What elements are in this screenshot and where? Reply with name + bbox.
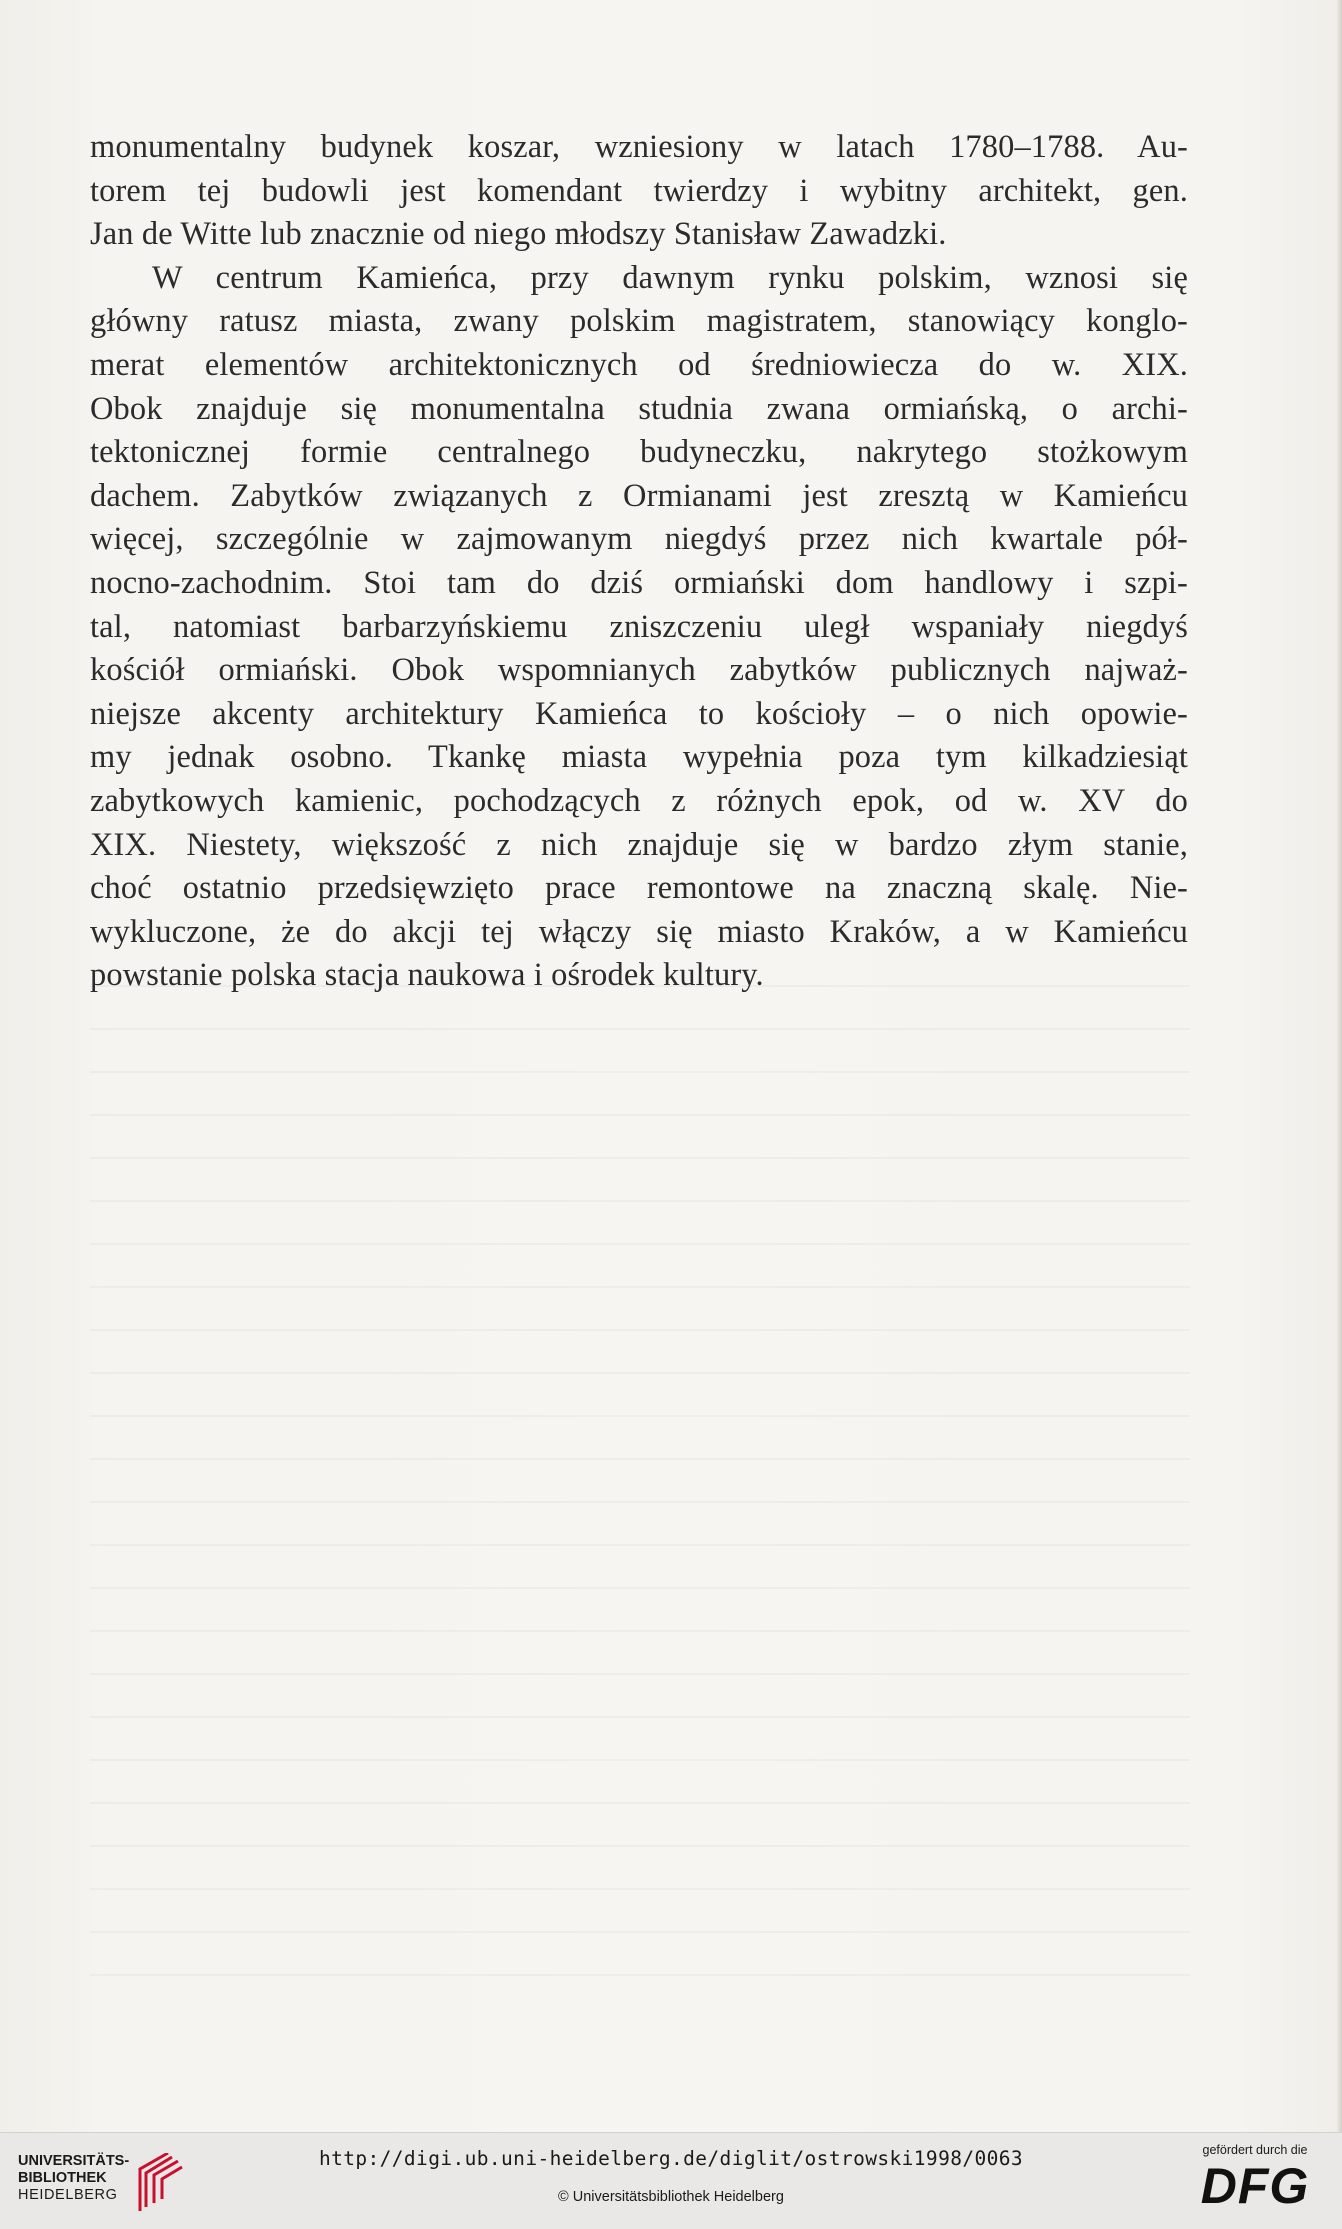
page-edge-shadow	[1336, 0, 1342, 2132]
text-line: XIX. Niestety, większość z nich znajduje się w bardzo złym stanie,	[90, 826, 1188, 863]
text-line: W centrum Kamieńca, przy dawnym rynku polskim, wznosi się	[152, 259, 1188, 296]
library-name-line1: UNIVERSITÄTS-	[18, 2153, 130, 2169]
text-line: niejsze akcenty architektury Kamieńca to kościoły – o nich opowie-	[90, 695, 1188, 732]
text-line: powstanie polska stacja naukowa i ośrodek kultury.	[90, 957, 764, 994]
text-line: Jan de Witte lub znacznie od niego młodszy Stanisław Zawadzki.	[90, 216, 947, 253]
bleed-through-texture	[90, 955, 1190, 1995]
body-text	[90, 126, 1188, 998]
text-line: tektonicznej formie centralnego budyneczku, nakrytego stożkowym	[90, 434, 1188, 471]
text-line: my jednak osobno. Tkankę miasta wypełnia poza tym kilkadziesiąt	[90, 739, 1188, 776]
text-line: wykluczone, że do akcji tej włączy się miasto Kraków, a w Kamieńcu	[90, 913, 1188, 950]
text-line: torem tej budowli jest komendant twierdzy i wybitny architekt, gen.	[90, 172, 1188, 209]
text-line: zabytkowych kamienic, pochodzących z różnych epok, od w. XV do	[90, 782, 1188, 819]
library-name-line2: BIBLIOTHEK	[18, 2170, 107, 2186]
copyright-notice: © Universitätsbibliothek Heidelberg	[558, 2189, 784, 2205]
text-line: główny ratusz miasta, zwany polskim magistratem, stanowiący konglo-	[90, 303, 1188, 340]
dfg-funding-badge[interactable]	[1190, 2143, 1320, 2223]
dfg-logo: DFG	[1200, 2158, 1310, 2214]
text-line: tal, natomiast barbarzyńskiemu zniszczeniu uległ wspaniały niegdyś	[90, 608, 1188, 645]
permalink-url[interactable]: http://digi.ub.uni-heidelberg.de/diglit/ostrowski1998/0063	[318, 2147, 1024, 2170]
text-line: dachem. Zabytków związanych z Ormianami jest zresztą w Kamieńcu	[90, 477, 1188, 514]
text-line: więcej, szczególnie w zajmowanym niegdyś przez nich kwartale pół-	[90, 521, 1188, 558]
text-line: choć ostatnio przedsięwzięto prace remontowe na znaczną skalę. Nie-	[90, 870, 1188, 907]
footer-bar	[0, 2132, 1342, 2229]
funded-by-label: gefördert durch die	[1202, 2143, 1308, 2157]
text-line: kościół ormiański. Obok wspomnianych zabytków publicznych najważ-	[90, 652, 1188, 689]
text-line: merat elementów architektonicznych od średniowiecza do w. XIX.	[90, 346, 1188, 383]
text-line: nocno-zachodnim. Stoi tam do dziś ormiański dom handlowy i szpi-	[90, 564, 1188, 601]
text-line: Obok znajduje się monumentalna studnia zwana ormiańską, o archi-	[90, 390, 1188, 427]
text-line: monumentalny budynek koszar, wzniesiony w latach 1780–1788. Au-	[90, 129, 1188, 165]
library-name-line3: HEIDELBERG	[18, 2187, 118, 2203]
